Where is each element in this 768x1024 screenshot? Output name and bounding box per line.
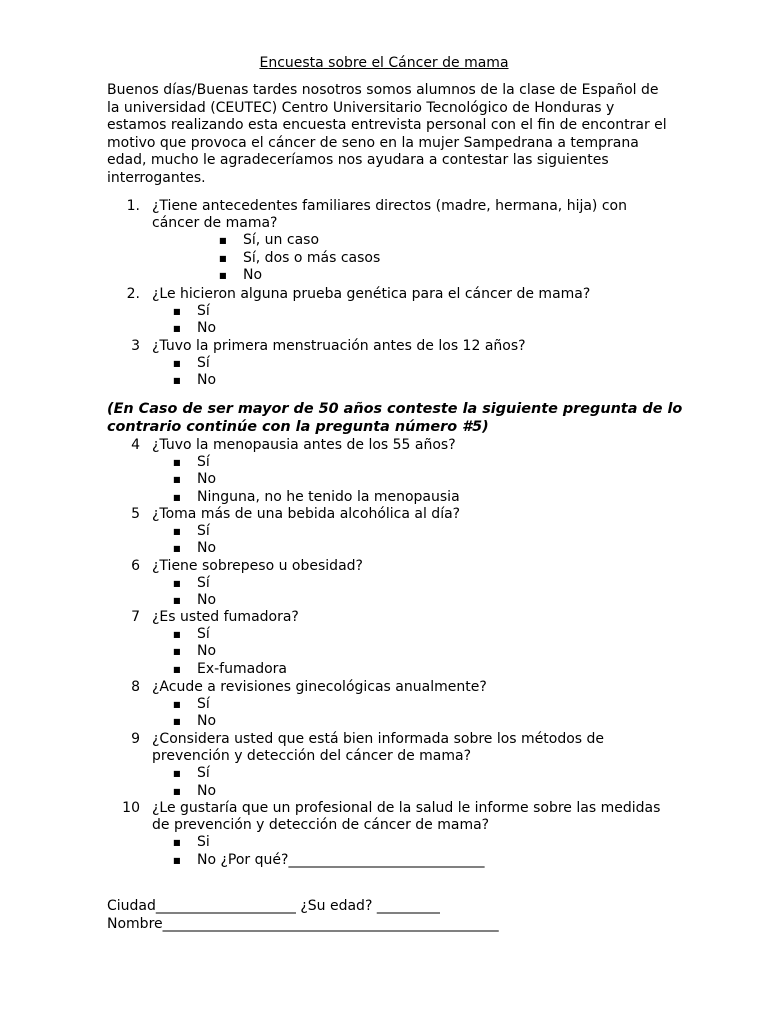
- square-bullet-icon: ■: [173, 630, 181, 640]
- question-text: prevención y detección del cáncer de mama?: [152, 748, 472, 765]
- square-bullet-icon: ■: [173, 855, 181, 865]
- question-text: ¿Tuvo la primera menstruación antes de los 12 años?: [152, 338, 526, 354]
- question-text: ¿Toma más de una bebida alcohólica al día?: [152, 506, 461, 522]
- question-text: ¿Considera usted que está bien informada sobre los métodos de: [152, 731, 605, 747]
- question-number: 10: [122, 800, 140, 816]
- survey-title: Encuesta sobre el Cáncer de mama: [259, 55, 509, 71]
- question-number: 7: [131, 609, 140, 625]
- answer-option[interactable]: Sí: [197, 575, 210, 592]
- answer-option[interactable]: No: [197, 540, 217, 557]
- square-bullet-icon: ■: [219, 253, 227, 263]
- square-bullet-icon: ■: [173, 838, 181, 848]
- answer-option[interactable]: Sí: [197, 303, 210, 320]
- question-number: 9: [131, 731, 140, 747]
- answer-option[interactable]: No: [197, 592, 217, 609]
- answer-option[interactable]: No: [197, 643, 217, 660]
- question-number: 3: [131, 338, 140, 354]
- square-bullet-icon: ■: [173, 458, 181, 468]
- footer-name: Nombre________________________________________________: [107, 916, 499, 932]
- question-number: 2.: [126, 286, 140, 302]
- answer-option[interactable]: No: [197, 372, 217, 389]
- question-number: 6: [131, 558, 140, 574]
- square-bullet-icon: ■: [219, 270, 227, 280]
- footer-city-age: Ciudad____________________ ¿Su edad? _________: [107, 898, 440, 914]
- question-text: ¿Tiene sobrepeso u obesidad?: [152, 558, 363, 574]
- question-text: ¿Le gustaría que un profesional de la salud le informe sobre las medidas: [152, 800, 661, 816]
- square-bullet-icon: ■: [173, 475, 181, 485]
- question-text: ¿Es usted fumadora?: [152, 609, 299, 625]
- answer-option[interactable]: Sí: [197, 626, 210, 643]
- square-bullet-icon: ■: [173, 664, 181, 674]
- square-bullet-icon: ■: [173, 579, 181, 589]
- square-bullet-icon: ■: [173, 527, 181, 537]
- square-bullet-icon: ■: [173, 596, 181, 606]
- answer-option[interactable]: Sí, dos o más casos: [243, 249, 381, 266]
- question-text: ¿Acude a revisiones ginecológicas anualmente?: [152, 679, 487, 695]
- answer-option[interactable]: No: [243, 266, 263, 283]
- answer-option[interactable]: No ¿Por qué?____________________________: [197, 851, 485, 868]
- question-text: ¿Tiene antecedentes familiares directos (madre, hermana, hija) con: [152, 198, 627, 214]
- square-bullet-icon: ■: [173, 359, 181, 369]
- answer-option[interactable]: Sí: [197, 454, 210, 471]
- answer-option[interactable]: Ex-fumadora: [197, 660, 287, 677]
- square-bullet-icon: ■: [173, 307, 181, 317]
- answer-option[interactable]: No: [197, 471, 217, 488]
- square-bullet-icon: ■: [173, 376, 181, 386]
- square-bullet-icon: ■: [173, 647, 181, 657]
- answer-option[interactable]: Sí: [197, 696, 210, 713]
- answer-option[interactable]: No: [197, 320, 217, 337]
- question-number: 4: [131, 437, 140, 453]
- answer-option[interactable]: Sí: [197, 355, 210, 372]
- question-text: ¿Le hicieron alguna prueba genética para el cáncer de mama?: [152, 286, 591, 302]
- question-text: cáncer de mama?: [152, 215, 278, 232]
- square-bullet-icon: ■: [219, 236, 227, 246]
- intro-paragraph: Buenos días/Buenas tardes nosotros somos alumnos de la clase de Español de la universidad (CEUTEC) Centro Universitario Tecnológico de Honduras y estamos realizando esta encuesta entrevista personal con el fin de encontrar el motivo que provoca el cáncer de seno en la mujer Sampedrana a temprana edad, mucho le agradeceríamos nos ayudara a contestar las siguientes interrogantes.: [107, 82, 667, 186]
- question-number: 8: [131, 679, 140, 695]
- square-bullet-icon: ■: [173, 717, 181, 727]
- question-number: 1.: [126, 198, 140, 214]
- square-bullet-icon: ■: [173, 786, 181, 796]
- answer-option[interactable]: No: [197, 713, 217, 730]
- square-bullet-icon: ■: [173, 492, 181, 502]
- answer-option[interactable]: No: [197, 782, 217, 799]
- square-bullet-icon: ■: [173, 700, 181, 710]
- answer-option[interactable]: Sí: [197, 523, 210, 540]
- question-number: 5: [131, 506, 140, 522]
- conditional-note: (En Caso de ser mayor de 50 años conteste la siguiente pregunta de lo contrario continúe con la pregunta número #5): [107, 401, 683, 435]
- square-bullet-icon: ■: [173, 769, 181, 779]
- square-bullet-icon: ■: [173, 544, 181, 554]
- answer-option[interactable]: Sí: [197, 765, 210, 782]
- question-text: ¿Tuvo la menopausia antes de los 55 años?: [152, 437, 456, 453]
- answer-option[interactable]: Sí, un caso: [243, 232, 320, 249]
- answer-option[interactable]: Ninguna, no he tenido la menopausia: [197, 488, 460, 505]
- square-bullet-icon: ■: [173, 324, 181, 334]
- answer-option[interactable]: Si: [197, 834, 210, 851]
- question-text: de prevención y detección de cáncer de mama?: [152, 817, 490, 834]
